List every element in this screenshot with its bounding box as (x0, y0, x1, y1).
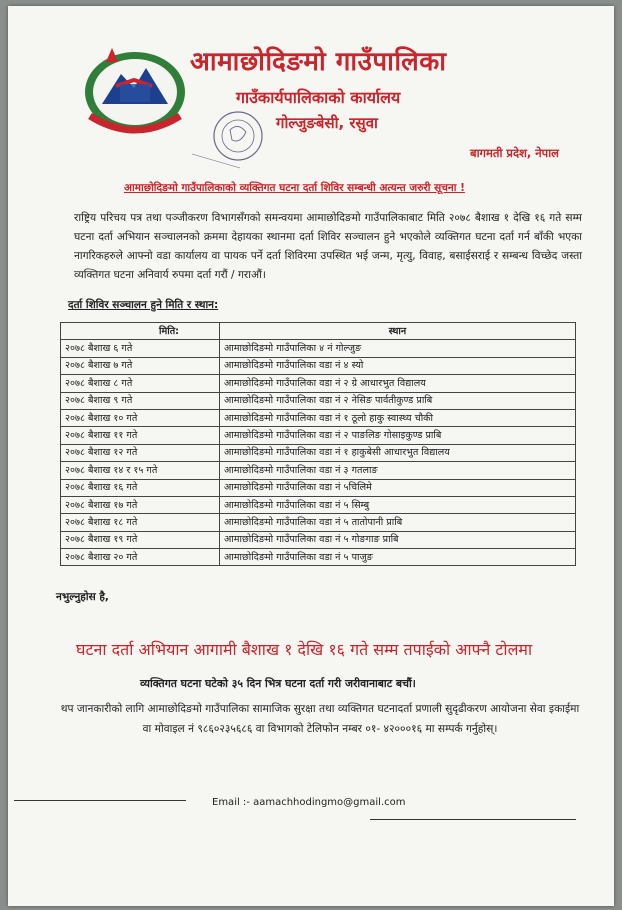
cell-date: २०७८ बैशाख १६ गते (61, 479, 220, 496)
signature-line (14, 800, 186, 801)
column-header-place: स्थान (220, 323, 576, 340)
cell-date: २०७८ बैशाख ८ गते (61, 375, 220, 392)
table-row (61, 427, 576, 444)
office-seal-stamp (190, 106, 276, 176)
cell-place: आमाछोदिङमो गाउँपालिका वडा नं १ ठूलो हाकु स्वास्थ्य चौकी (220, 409, 576, 426)
office-name: गाउँकार्यपालिकाको कार्यालय (236, 88, 401, 107)
cell-place: आमाछोदिङमो गाउँपालिका वडा नं ३ गतलाङ (220, 462, 576, 479)
cell-date: २०७८ बैशाख १० गते (61, 409, 220, 426)
table-row (61, 496, 576, 513)
table-row (61, 479, 576, 496)
cell-place: आमाछोदिङमो गाउँपालिका वडा नं ५ सिम्बु (220, 496, 576, 513)
schedule-heading: दर्ता शिविर सञ्चालन हुने मिति र स्थान: (68, 299, 219, 311)
cell-date: २०७८ बैशाख ९ गते (61, 392, 220, 409)
notice-body: राष्ट्रिय परिचय पत्र तथा पञ्जीकरण विभागसँगको समन्वयमा आमाछोदिङमो गाउँपालिकाबाट मिति २०७८ बैशाख १ देखि १६ गते सम्म घटना दर्ता अभियान सञ्चालनको क्रममा देहायका स्थानमा दर्ता शिविर सञ्चालन हुने भएकोले व्यक्तिगत घटना दर्ता गर्न बाँकी भएका नागरिकहरुले आफ्नो वडा कार्यालय वा पायक पर्ने दर्ता शिविरमा उपस्थित भई जन्म, मृत्यु, विवाह, बसाईसराई र सम्बन्ध विच्छेद जस्ता व्यक्तिगत घटना अनिवार्य रुपमा दर्ता गरौं / गराऔं। (74, 212, 582, 281)
table-row (61, 549, 576, 566)
table-header-row (61, 323, 576, 340)
table-row (61, 531, 576, 548)
cell-place: आमाछोदिङमो गाउँपालिका वडा नं २ नेसिङ पार्वतीकुण्ड प्राबि (220, 392, 576, 409)
table-row (61, 340, 576, 357)
cell-place: आमाछोदिङमो गाउँपालिका वडा नं ५ पाजुङ (220, 549, 576, 566)
municipality-title: आमाछोदिङमो गाउँपालिका (190, 47, 447, 77)
cell-place: आमाछोदिङमो गाउँपालिका ४ नं गोल्जुङ (220, 340, 576, 357)
cell-place: आमाछोदिङमो गाउँपालिका वडा नं २ ग्रे आधारभुत विद्यालय (220, 375, 576, 392)
table-row (61, 409, 576, 426)
cell-place: आमाछोदिङमो गाउँपालिका वडा नं ५ तातोपानी प्राबि (220, 514, 576, 531)
cell-place: आमाछोदिङमो गाउँपालिका वडा नं २ पाङलिङ गोसाइकुण्ड प्राबि (220, 427, 576, 444)
cell-date: २०७८ बैशाख १७ गते (61, 496, 220, 513)
table-row (61, 444, 576, 461)
cell-date: २०७८ बैशाख ११ गते (61, 427, 220, 444)
cell-date: २०७८ बैशाख १२ गते (61, 444, 220, 461)
campaign-banner: घटना दर्ता अभियान आगामी बैशाख १ देखि १६ गते सम्म तपाईको आफ्नै टोलमा (76, 640, 533, 659)
cell-date: २०७८ बैशाख ७ गते (61, 357, 220, 374)
schedule-table (60, 322, 576, 566)
footer-email: Email :- aamachhodingmo@gmail.com (212, 797, 406, 808)
notice-title: आमाछोदिङमो गाउँपालिकाको व्यक्तिगत घटना दर्ता शिविर सम्बन्धी अत्यन्त जरुरी सूचना ! (124, 182, 465, 194)
column-header-date: मिति: (61, 323, 220, 340)
table-row (61, 514, 576, 531)
cell-date: २०७८ बैशाख १८ गते (61, 514, 220, 531)
cell-place: आमाछोदिङमो गाउँपालिका वडा नं ५ गोङगाङ प्राबि (220, 531, 576, 548)
penalty-warning: व्यक्तिगत घटना घटेको ३५ दिन भित्र घटना दर्ता गरी जरीवानाबाट बचौं। (140, 677, 416, 690)
cell-date: २०७८ बैशाख १४ र १५ गते (61, 462, 220, 479)
dont-forget-text: नभुल्नुहोस है, (56, 591, 109, 603)
table-row (61, 392, 576, 409)
cell-place: आमाछोदिङमो गाउँपालिका वडा नं ४ स्यो (220, 357, 576, 374)
table-row (61, 375, 576, 392)
cell-date: २०७८ बैशाख २० गते (61, 549, 220, 566)
footer-divider (370, 819, 576, 820)
province-name: बागमती प्रदेश, नेपाल (470, 146, 559, 160)
cell-date: २०७८ बैशाख १९ गते (61, 531, 220, 548)
table-row (61, 462, 576, 479)
contact-info: थप जानकारीको लागि आमाछोदिङमो गाउँपालिका सामाजिक सुरक्षा तथा व्यक्तिगत घटनादर्ता प्रणाली सुदृढीकरण आयोजना सेवा इकाईमा वा मोवाइल नं ९८६०२३५६८६ वा विभागको टेलिफोन नम्बर ०१- ४२०००१६ मा सम्पर्क गर्नुहोस्। (60, 703, 580, 735)
cell-place: आमाछोदिङमो गाउँपालिका वडा नं ५चिलिमे (220, 479, 576, 496)
office-location: गोल्जुङबेसी, रसुवा (276, 114, 378, 132)
cell-place: आमाछोदिङमो गाउँपालिका वडा नं १ हाकुबेसी आधारभुत विद्यालय (220, 444, 576, 461)
nepal-emblem-logo (76, 44, 194, 136)
cell-date: २०७८ बैशाख ६ गते (61, 340, 220, 357)
table-row (61, 357, 576, 374)
